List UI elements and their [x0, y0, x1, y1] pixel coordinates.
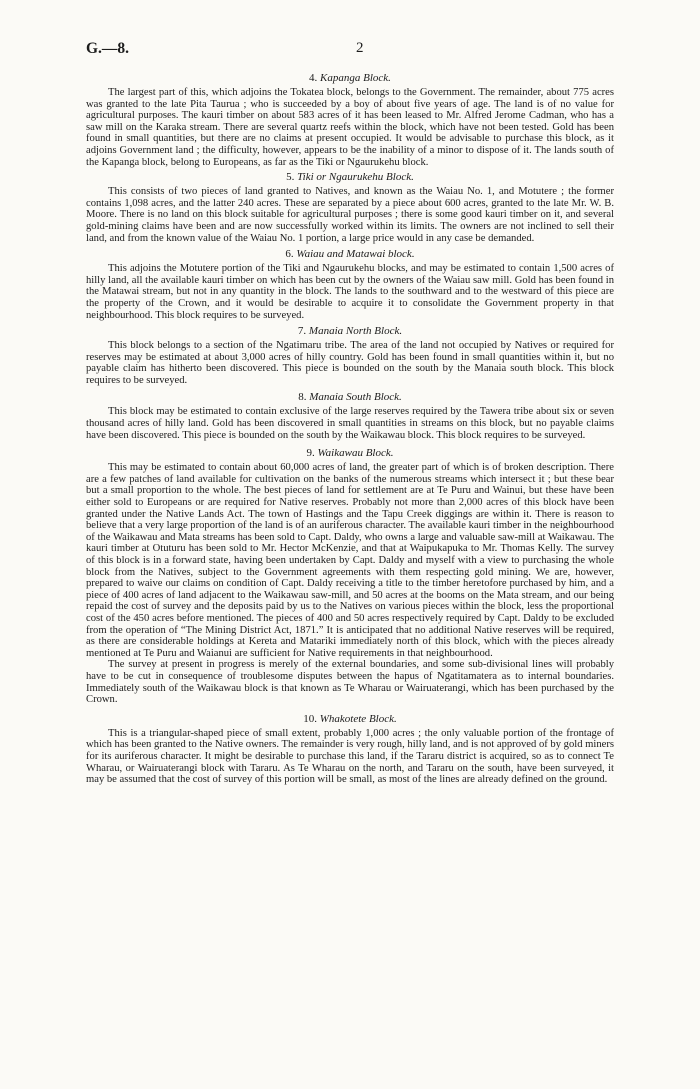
- section-heading: [86, 324, 614, 339]
- section-number: 5.: [286, 171, 295, 184]
- section-title: Waiau and Matawai block.: [296, 248, 415, 261]
- page-header: [86, 40, 614, 62]
- section-paragraph: The largest part of this, which adjoins the Tokatea block, belongs to the Government. The remainder, about 775 acres was granted to the late Pita Taurua ; who is succeeded by a boy of about five years of age. The land is of no value for agricultural purposes. The kauri timber on about 583 acres of it has been leased to Mr. Alfred Jerome Cadman, who has a saw mill on the Karaka stream. There are several quartz reefs within the block, which have not been tested. Gold has been found in small quantities, but there are no claims at present occupied. It would be advisable to purchase this block, as it adjoins Government land ; the difficulty, however, appears to be the inability of a minor to dispose of it. The lands south of the Kapanga block, belong to Europeans, as far as the Tiki or Ngaurukehu block.: [86, 87, 614, 168]
- section-paragraph: The survey at present in progress is merely of the external boundaries, and some sub-divisional lines will probably have to be cut in consequence of troublesome disputes between the hapus of Ngatitamatera as to internal boundaries. Immediately south of the Waikawau block is that known as Te Wharau or Wairuaterangi, which has been purchased by the Crown.: [86, 659, 614, 706]
- section-title: Manaia North Block.: [308, 325, 403, 338]
- section-number: 4.: [309, 72, 318, 84]
- section-title: Tiki or Ngaurukehu Block.: [297, 171, 414, 184]
- document-body: [86, 71, 614, 786]
- section-title: Kapanga Block.: [320, 72, 391, 84]
- section-heading: [86, 712, 614, 727]
- section-heading: [86, 390, 614, 405]
- section-heading: [86, 170, 614, 185]
- section-paragraph: This block belongs to a section of the Ngatimaru tribe. The area of the land not occupied by Natives or required for reserves may be estimated at about 3,000 acres of hilly country. Gold has been found in small quantities within it, but no payable claim has hitherto been discovered. This piece is bounded on the south by the Manaia south block. This block requires to be surveyed.: [86, 340, 614, 386]
- section-number: 10.: [303, 712, 318, 725]
- section-heading: [86, 71, 614, 86]
- section-paragraph: This is a triangular-shaped piece of small extent, probably 1,000 acres ; the only valuable portion of the frontage of which has been granted to the Native owners. The remainder is very rough, hilly land, and is not approved of by gold miners for its auriferous character. It might be desirable to purchase this land, if the Tararu district is acquired, so as to connect Te Wharau, or Wairuaterangi block with Tararu. As Te Wharau on the north, and Tararu on the south, have been surveyed, it may be assumed that the cost of survey of this portion will be small, as most of the lines are already defined on the ground.: [86, 727, 614, 786]
- section-paragraph: This consists of two pieces of land granted to Natives, and known as the Waiau No. 1, and Motutere ; the former contains 1,098 acres, and the latter 240 acres. These are separated by a piece about 600 acres, granted to the late Mr. W. B. Moore. There is no land on this block suitable for agricultural purposes ; there is some good kauri timber on it, and several gold-mining claims have been and are now successfully worked within its limits. The owners are not inclined to sell their land, and from the known value of the Waiau No. 1 portion, a large price would in any case be demanded.: [86, 186, 614, 244]
- section-number: 6.: [285, 248, 294, 261]
- section-heading: [86, 247, 614, 262]
- page-number: 2: [356, 40, 364, 56]
- section-heading: [86, 446, 614, 461]
- section-title: Whakotete Block.: [319, 712, 397, 725]
- section-paragraph: This adjoins the Motutere portion of the Tiki and Ngaurukehu blocks, and may be estimated to contain 1,500 acres of hilly land, all the available kauri timber on which has been cut by the owners of the Waiau saw mill. Gold has been found in the Matawai stream, but not in any quantity in the block. The lands to the southward and to the westward of this piece are the property of the Crown, and it would be desirable to acquire it to consolidate the Government property in that neighbourhood. This block requires to be surveyed.: [86, 263, 614, 321]
- section-paragraph: This may be estimated to contain about 60,000 acres of land, the greater part of which is of broken description. There are a few patches of land available for cultivation on the banks of the numerous streams which intersect it ; but these bear but a small proportion to the whole. The best pieces of land for settlement are at Te Puru and Wainui, but these have been either sold to Europeans or are required for Native reserves. Probably not more than 2,000 acres of this block have been granted under the Native Lands Act. The town of Hastings and the Tapu Creek diggings are within it. There is reason to believe that a very large proportion of the land is of an auriferous character. The available kauri timber in the neighbourhood of the Waikawau and Mata streams has been sold to Capt. Daldy, who owns a large and valuable saw-mill at Waikawau. The kauri timber at Otuturu has been sold to Mr. Hector McKenzie, and that at Waipukapuka to Mr. Thomas Kelly. The survey of this block is in a forward state, having been undertaken by Capt. Daldy and myself with a view to purchasing the whole block from the Natives, subject to the Government agreements with them respecting gold mining. We are, however, prepared to waive our claims on condition of Capt. Daldy receiving a title to the timber heretofore purchased by him, and a piece of 400 acres of land adjacent to the Waikawau saw-mill, and 50 acres at the booms on the Mata stream, and our being repaid the cost of survey and the deposits paid by us to the Natives on various pieces within the block, less the proportional cost of the 450 acres before mentioned. The pieces of 400 and 50 acres respectively required by Capt. Daldy to be excluded from the operation of “The Mining District Act, 1871.” It is anticipated that no additional Native reserves will be required, as there are considerable holdings at Kereta and Matariki immediately north of this block, which with the pieces already mentioned at Te Puru and Waianui are sufficient for Native requirements in that neighbourhood.: [86, 462, 614, 659]
- section-number: 7.: [297, 325, 307, 338]
- section-title: Waikawau Block.: [317, 447, 394, 460]
- section-number: 9.: [306, 447, 315, 460]
- section-number: 8.: [298, 391, 307, 404]
- section-paragraph: This block may be estimated to contain exclusive of the large reserves required by the Tawera tribe about six or seven thousand acres of hilly land. Gold has been discovered in small quantities in streams on this block, but no payable claims have been discovered. This piece is bounded on the south by the Waikawau block. This block requires to be surveyed.: [86, 406, 614, 441]
- section-title: Manaia South Block.: [309, 391, 402, 404]
- document-reference: G.—8.: [86, 40, 130, 57]
